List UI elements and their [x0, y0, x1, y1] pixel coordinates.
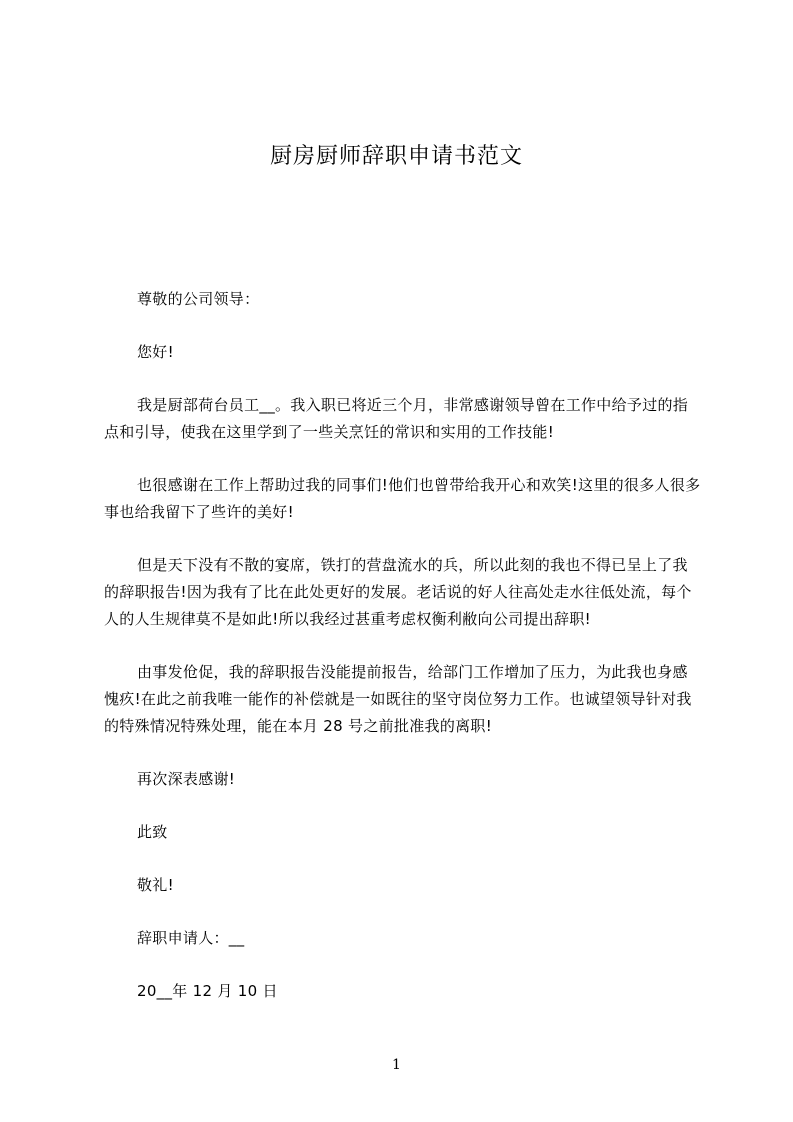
thanks-line: 再次深表感谢!	[137, 770, 236, 788]
paragraph-apology-request: 由事发伧促，我的辞职报告没能提前报告，给部门工作增加了压力，为此我也身感愧疚!在此之前我唯一能作的补偿就是一如既往的坚守岗位努力工作。也诚望领导针对我的特殊情况特殊处理，能在本月 28 号之前批准我的离职!	[104, 663, 692, 735]
salutation: 尊敬的公司领导：	[137, 290, 260, 308]
paragraph-thanks-colleagues: 也很感谢在工作上帮助过我的同事们!他们也曾带给我开心和欢笑!这里的很多人很多事也给我留下了些许的美好!	[104, 476, 701, 521]
paragraph-intro: 我是厨部荷台员工__。我入职已将近三个月，非常感谢领导曾在工作中给予过的指点和引导，使我在这里学到了一些关烹饪的常识和实用的工作技能!	[104, 396, 689, 441]
regards-line: 敬礼!	[137, 876, 174, 894]
greeting: 您好!	[137, 343, 174, 361]
applicant-line: 辞职申请人：__	[137, 929, 245, 947]
date-line: 20__年 12 月 10 日	[137, 982, 278, 1000]
paragraph-resignation-reason: 但是天下没有不散的宴席，铁打的营盘流水的兵，所以此刻的我也不得已呈上了我的辞职报告!因为我有了比在此处更好的发展。老话说的好人往高处走水往低处流，每个人的人生规律莫不是如此!所以我经过甚重考虑权衡利敝向公司提出辞职!	[104, 556, 692, 628]
page-number: 1	[392, 1057, 401, 1073]
letter-body	[104, 286, 702, 1005]
document-title: 厨房厨师辞职申请书范文	[269, 144, 523, 169]
closing-line: 此致	[137, 823, 168, 841]
